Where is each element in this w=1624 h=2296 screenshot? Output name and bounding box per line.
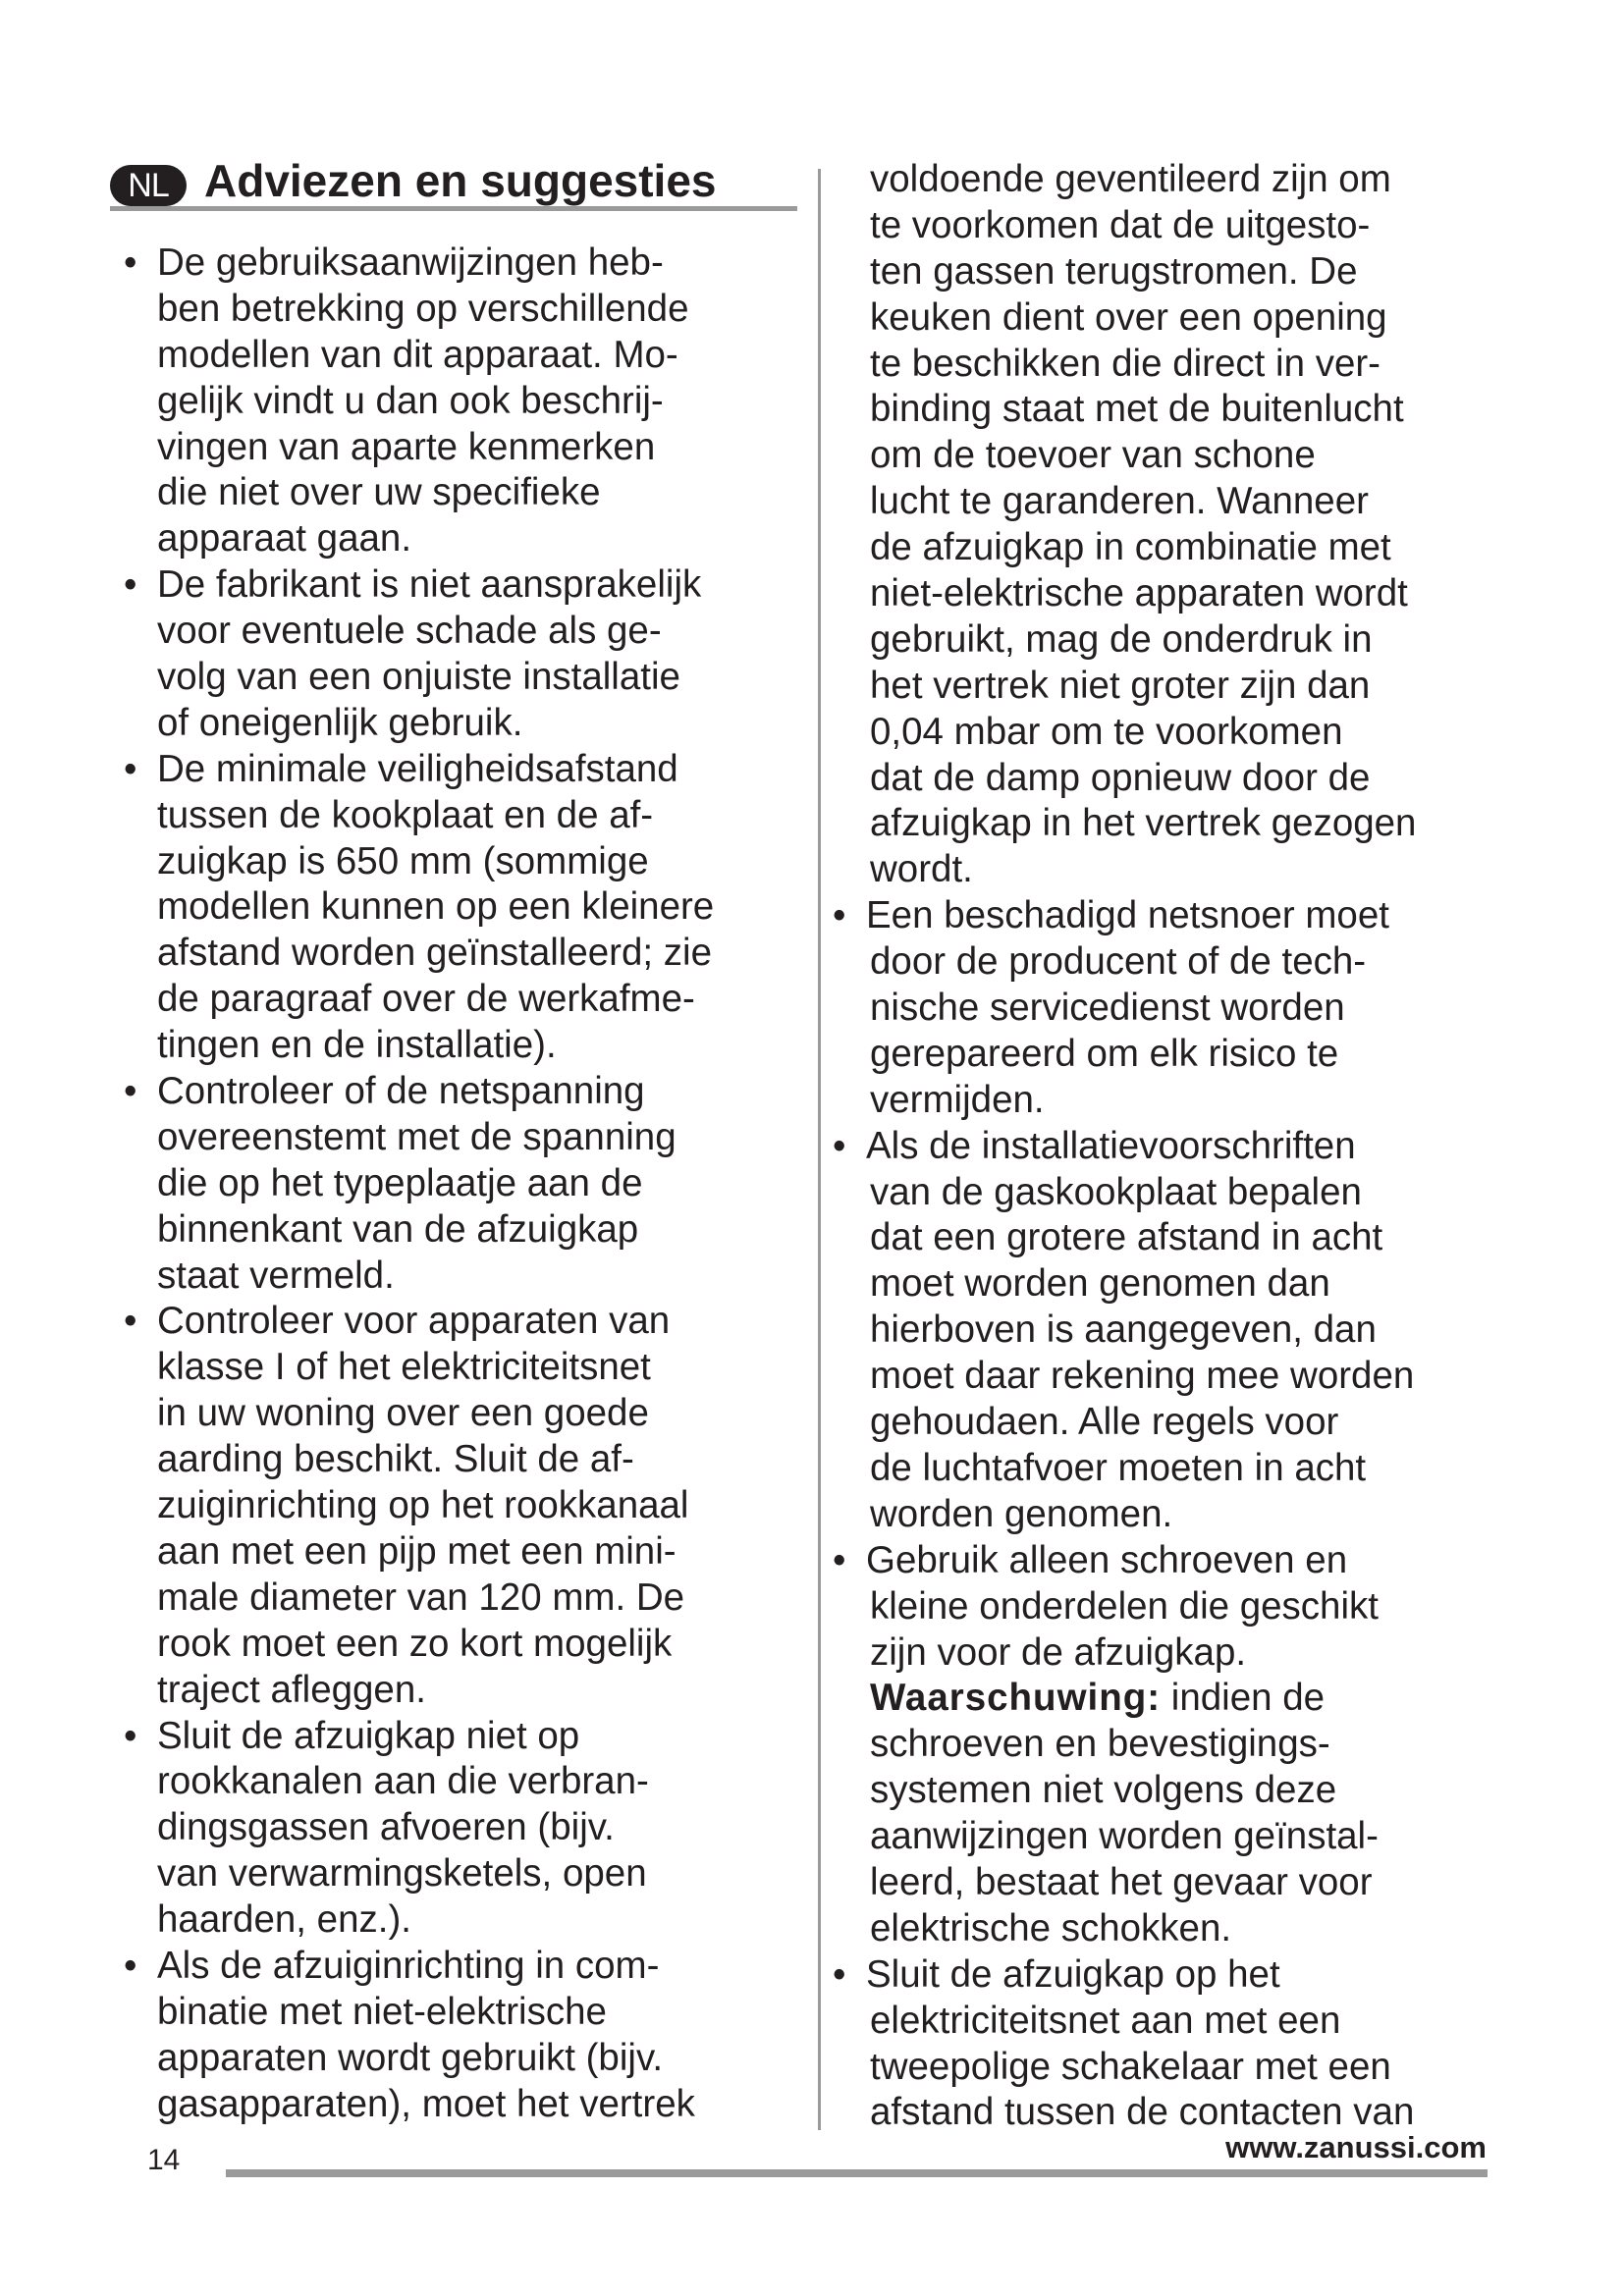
list-item-first-line — [124, 1714, 801, 1760]
text-line: gehoudaen. Alle regels voor — [870, 1401, 1339, 1444]
text-line: niet-elektrische apparaten wordt — [870, 572, 1408, 615]
right-list-item — [833, 893, 1492, 1123]
text-line: Sluit de afzuigkap op het — [866, 1952, 1280, 1996]
left-list-item — [124, 1944, 801, 2128]
left-column — [124, 240, 801, 2128]
text-line: schroeven en bevestigings- — [870, 1723, 1330, 1766]
left-list-item — [124, 1069, 801, 1299]
text-line: het vertrek niet groter zijn dan — [870, 664, 1371, 707]
text-line: Controleer voor apparaten van — [157, 1300, 671, 1343]
text-line: aan met een pijp met een mini- — [157, 1529, 677, 1573]
text-line: wordt. — [870, 848, 973, 891]
text-line: moet daar rekening mee worden — [870, 1355, 1415, 1398]
footer-url: www.zanussi.com — [1225, 2130, 1487, 2164]
text-line: apparaat gaan. — [157, 517, 412, 561]
list-item-first-line — [124, 1299, 801, 1345]
text-line: afstand tussen de contacten van — [870, 2091, 1415, 2134]
text-line: te voorkomen dat de uitgesto- — [870, 203, 1371, 246]
list-item-first-line — [124, 240, 801, 287]
text-line: De gebruiksaanwijzingen heb- — [157, 241, 664, 284]
text-line: indien de — [1161, 1677, 1326, 1720]
text-line: dat de damp opnieuw door de — [870, 756, 1371, 799]
text-line: elektrische schokken. — [870, 1906, 1232, 1949]
text-line: gelijk vindt u dan ook beschrij- — [157, 379, 664, 422]
text-line: tussen de kookplaat en de af- — [157, 793, 654, 836]
text-line: leerd, bestaat het gevaar voor — [870, 1860, 1373, 1903]
section-header — [110, 147, 797, 206]
text-line: afzuigkap in het vertrek gezogen — [870, 802, 1417, 845]
text-line: 0,04 mbar om te voorkomen — [870, 710, 1343, 753]
text-line: van de gaskookplaat bepalen — [870, 1170, 1362, 1213]
text-line: Controleer of de netspanning — [157, 1070, 645, 1113]
bullet-icon: • — [124, 1300, 137, 1343]
text-line: aanwijzingen worden geïnstal- — [870, 1815, 1379, 1858]
text-line: te beschikken die direct in ver- — [870, 342, 1380, 385]
left-list-item — [124, 747, 801, 1069]
continued-paragraph — [833, 157, 1492, 893]
text-line: binding staat met de buitenlucht — [870, 388, 1404, 431]
right-list-item — [833, 1952, 1492, 2137]
column-divider — [818, 169, 821, 2130]
bullet-icon: • — [124, 1714, 137, 1757]
text-line: de paragraaf over de werkafme- — [157, 978, 695, 1021]
warning-note — [833, 1676, 1492, 1951]
warning-first-line — [833, 1676, 1492, 1722]
list-item-first-line — [124, 1069, 801, 1115]
text-line: kleine onderdelen die geschikt — [870, 1584, 1379, 1628]
language-badge: NL — [110, 165, 187, 206]
text-line: die niet over uw specifieke — [157, 471, 601, 514]
text-line: Een beschadigd netsnoer moet — [866, 894, 1389, 937]
text-line: binnenkant van de afzuigkap — [157, 1207, 639, 1251]
text-line: staat vermeld. — [157, 1254, 395, 1297]
footer-rule — [226, 2169, 1488, 2177]
text-line: ben betrekking op verschillende — [157, 287, 689, 330]
text-line: of oneigenlijk gebruik. — [157, 701, 523, 744]
text-line: haarden, enz.). — [157, 1898, 411, 1942]
text-line: gasapparaten), moet het vertrek — [157, 2082, 695, 2125]
text-line: traject afleggen. — [157, 1668, 426, 1711]
left-list-item — [124, 1299, 801, 1713]
bullet-icon: • — [833, 1538, 846, 1581]
bullet-icon: • — [124, 747, 137, 790]
text-line: van verwarmingsketels, open — [157, 1852, 647, 1896]
text-line: aarding beschikt. Sluit de af- — [157, 1438, 634, 1481]
text-line: afstand worden geïnstalleerd; zie — [157, 932, 713, 975]
text-line: lucht te garanderen. Wanneer — [870, 480, 1369, 523]
text-line: apparaten wordt gebruikt (bijv. — [157, 2036, 664, 2079]
bullet-icon: • — [124, 1944, 137, 1987]
text-line: klasse I of het elektriciteitsnet — [157, 1346, 651, 1389]
text-line: modellen van dit apparaat. Mo- — [157, 333, 678, 376]
text-line: om de toevoer van schone — [870, 434, 1316, 477]
text-line: Gebruik alleen schroeven en — [866, 1538, 1348, 1581]
text-line: die op het typeplaatje aan de — [157, 1161, 643, 1204]
page-number: 14 — [147, 2144, 181, 2176]
right-list-item — [833, 1124, 1492, 1538]
list-item-first-line — [124, 1944, 801, 1990]
bullet-icon: • — [833, 894, 846, 937]
text-line: overeenstemt met de spanning — [157, 1115, 677, 1158]
text-line: moet worden genomen dan — [870, 1262, 1330, 1306]
bullet-icon: • — [833, 1952, 846, 1996]
text-line: gebruikt, mag de onderdruk in — [870, 617, 1373, 661]
list-item-first-line — [833, 1952, 1492, 1999]
text-line: worden genomen. — [870, 1492, 1173, 1535]
text-line: vermijden. — [870, 1078, 1045, 1121]
text-line: rookkanalen aan die verbran- — [157, 1760, 649, 1803]
text-line: voldoende geventileerd zijn om — [870, 158, 1391, 200]
text-line: vingen van aparte kenmerken — [157, 425, 656, 468]
text-line: Als de afzuiginrichting in com- — [157, 1944, 660, 1987]
text-line: voor eventuele schade als ge- — [157, 610, 662, 653]
text-line: keuken dient over een opening — [870, 295, 1387, 339]
list-item-first-line — [833, 1124, 1492, 1170]
section-title: Adviezen en suggesties — [204, 155, 717, 206]
title-underline — [110, 206, 797, 211]
text-line: in uw woning over een goede — [157, 1392, 649, 1435]
text-line: zijn voor de afzuigkap. — [870, 1630, 1247, 1674]
text-line: volg van een onjuiste installatie — [157, 656, 680, 699]
bullet-icon: • — [124, 1070, 137, 1113]
text-line: modellen kunnen op een kleinere — [157, 885, 715, 929]
text-line: de afzuigkap in combinatie met — [870, 526, 1391, 569]
text-line: binatie met niet-elektrische — [157, 1990, 607, 2033]
list-item-first-line — [833, 893, 1492, 939]
text-line: De minimale veiligheidsafstand — [157, 747, 678, 790]
text-line: Sluit de afzuigkap niet op — [157, 1714, 580, 1757]
text-line: Als de installatievoorschriften — [866, 1124, 1356, 1167]
right-list-item — [833, 1538, 1492, 1677]
bullet-icon: • — [124, 563, 137, 607]
text-line: male diameter van 120 mm. De — [157, 1575, 685, 1619]
text-line: hierboven is aangegeven, dan — [870, 1308, 1377, 1352]
text-line: dat een grotere afstand in acht — [870, 1216, 1383, 1259]
list-item-first-line — [833, 1538, 1492, 1584]
text-line: systemen niet volgens deze — [870, 1769, 1337, 1812]
text-line: nische servicedienst worden — [870, 987, 1345, 1030]
list-item-first-line — [124, 747, 801, 793]
warning-label: Waarschuwing: — [870, 1677, 1162, 1720]
text-line: gerepareerd om elk risico te — [870, 1032, 1339, 1075]
list-item-first-line — [124, 562, 801, 609]
text-line: tweepolige schakelaar met een — [870, 2045, 1391, 2088]
text-line: zuiginrichting op het rookkanaal — [157, 1484, 689, 1527]
text-line: zuigkap is 650 mm (sommige — [157, 839, 649, 882]
left-list-item — [124, 1714, 801, 1944]
right-column — [833, 157, 1492, 2136]
text-line: elektriciteitsnet aan met een — [870, 1999, 1341, 2042]
bullet-icon: • — [833, 1124, 846, 1167]
text-line: ten gassen terugstromen. De — [870, 249, 1358, 293]
text-line: door de producent of de tech- — [870, 940, 1367, 984]
text-line: rook moet een zo kort mogelijk — [157, 1622, 673, 1665]
left-list-item — [124, 240, 801, 562]
text-line: De fabrikant is niet aansprakelijk — [157, 563, 702, 607]
text-line: dingsgassen afvoeren (bijv. — [157, 1806, 615, 1849]
text-line: de luchtafvoer moeten in acht — [870, 1446, 1367, 1489]
text-line: tingen en de installatie). — [157, 1024, 557, 1067]
bullet-icon: • — [124, 241, 137, 284]
left-list-item — [124, 562, 801, 747]
